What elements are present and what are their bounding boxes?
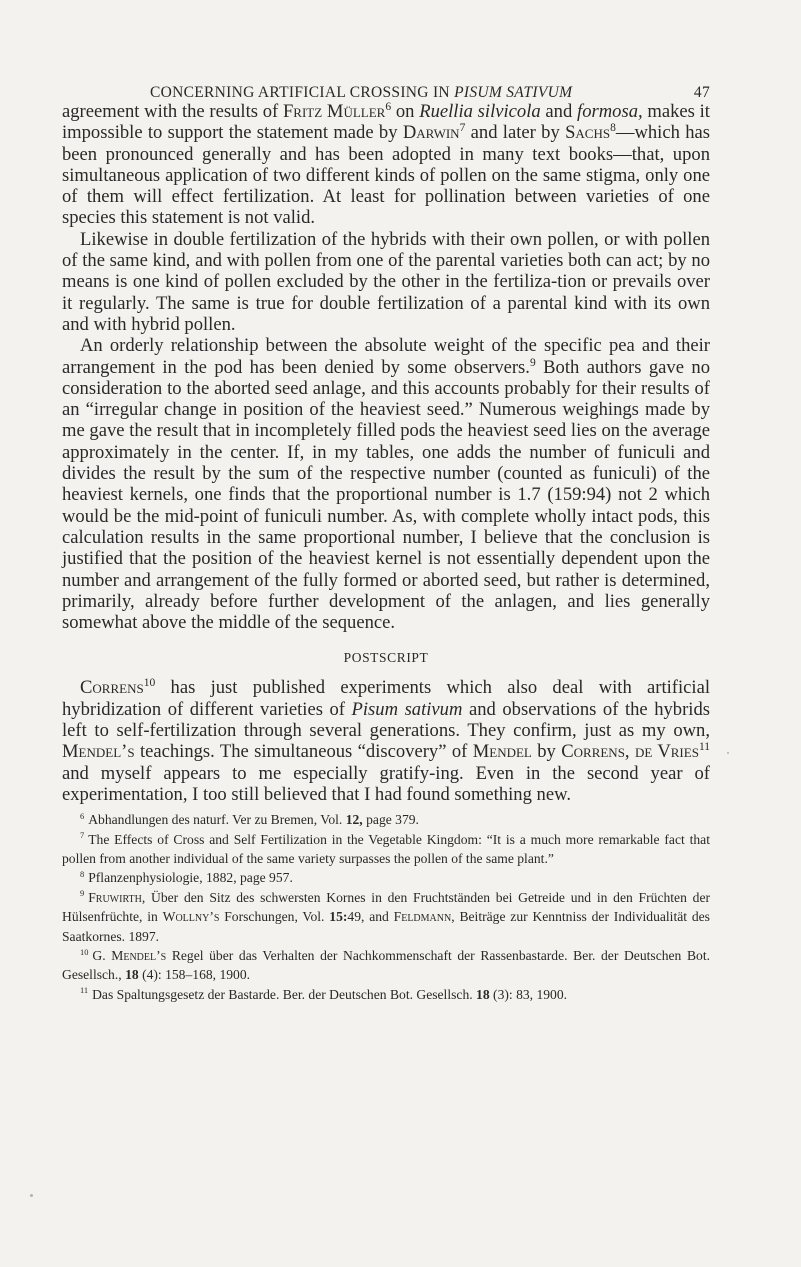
footnotes xyxy=(62,810,710,1004)
footnote-ref: 9 xyxy=(529,356,536,369)
footnote-10: $^{10}$ G. Mendel’s Regel über das Verhalten der Nachkommenschaft der Rassenbastarde. Ber. der Deutschen Bot. Gesellsch., 18 (4): 158–168, 1900. xyxy=(62,946,710,983)
author-name: Mendel xyxy=(472,741,532,763)
footnote-8: $^8$ Pflanzenphysiologie, 1882, page 957. xyxy=(80,868,293,886)
footnote-ref: 8 xyxy=(610,122,616,135)
paragraph-2: Likewise in double fertilization of the hybrids with their own pollen, or with pollen of the same kind, and with pollen from one of the parental varieties both can act; by no means is one kind of pollen excluded by the other in the fertiliza-tion or prevails over it regularly. The same is true for double fertilization of a parental kind with its own and with hybrid pollen. xyxy=(62,228,710,335)
species-name: Ruellia silvicola xyxy=(419,101,541,122)
species-name: formosa, xyxy=(577,101,643,122)
author-name: Correns, de Vries xyxy=(561,741,699,763)
paragraph-1: agreement with the results of Fritz Müller$^6$ on Ruellia silvicola and formosa, makes it impossible to support the statement made by Darwin$^7$ and later by Sachs$^8$—which has been pronounced generally and has been adopted in many text books—that, upon simultaneous application of two different kinds of pollen on the same stigma, only one of them will effect fertilization. At least for pollination between varieties of one species this statement is not valid. xyxy=(62,100,710,229)
species-name: Pisum sativum xyxy=(351,698,463,720)
paragraph-3: An orderly relationship between the absolute weight of the specific pea and their arrangement in the pod has been denied by some observers.$^9$ Both authors gave no consideration to the aborted seed anlage, and this accounts probably for their results of an “irregular change in position of the heaviest seed.” Numerous weighings made by me gave the result that in incompletely filled pods the heaviest seed lies on the average approximately in the center. If, in my tables, one adds the number of funiculi and divides the result by the sum of the respective number (counted as funiculi) of the heaviest kernels, one finds that the proportional number is 1.7 (159:94) not 2 which would be the mid-point of funiculi number. As, with complete wholly intact pods, this calculation results in the same proportional number, I believe that the conclusion is justified that the position of the heaviest kernel is not essentially dependent upon the number and arrangement of the fully formed or aborted seed, but rather is determined, primarily, already before further development of the anlagen, and lies generally somewhat above the middle of the sequence. xyxy=(62,335,710,634)
paper-speck xyxy=(30,1194,33,1197)
paper-speck xyxy=(727,752,729,754)
author-name: Fritz Müller xyxy=(282,101,386,122)
page-number: 47 xyxy=(693,84,710,101)
footnote-9: $^9$ Fruwirth, Über den Sitz des schwersten Kornes in den Fruchtständen bei Getreide und in den Früchten der Hülsenfrüchte, in Wollny’s Forschungen, Vol. 15:49, and Feldmann, Beiträge zur Kenntniss der Individualität des Saatkornes. 1897. xyxy=(62,888,710,944)
author-name: Correns xyxy=(80,677,144,699)
footnote-7: $^7$ The Effects of Cross and Self Fertilization in the Vegetable Kingdom: “It is a much more remarkable fact that pollen from another individual of the same variety surpasses the pollen of the same plant.” xyxy=(62,830,710,867)
footnote-ref: 7 xyxy=(459,122,466,135)
running-head-species: PISUM SATIVUM xyxy=(454,84,573,101)
footnote-6: $^6$ Abhandlungen des naturf. Ver zu Bremen, Vol. 12, page 379. xyxy=(80,810,419,828)
running-head-title: CONCERNING ARTIFICIAL CROSSING IN PISUM SATIVUM xyxy=(150,84,573,101)
postscript-heading: POSTSCRIPT xyxy=(343,650,429,666)
body-text xyxy=(62,101,710,1004)
footnote-ref: 10 xyxy=(143,677,156,690)
author-name: Sachs xyxy=(565,122,611,144)
author-name: Mendel’s xyxy=(62,741,135,763)
footnote-11: $^{11}$ Das Spaltungsgesetz der Bastarde. Ber. der Deutschen Bot. Gesellsch. 18 (3): 83, 1900. xyxy=(80,985,568,1002)
author-name: Darwin xyxy=(402,122,460,144)
paragraph-postscript: Correns$^{10}$ has just published experiments which also deal with artificial hybridization of different varieties of Pisum sativum and observations of the hybrids left to self-fertilization through several generations. They confirm, just as my own, Mendel’s teachings. The simultaneous “discovery” of Mendel by Correns, de Vries$^{11}$ and myself appears to me especially gratify-ing. Even in the second year of experimentation, I too still believed that I had found something new. xyxy=(62,677,711,805)
footnote-ref: 11 xyxy=(698,741,711,754)
footnote-ref: 6 xyxy=(385,100,392,113)
